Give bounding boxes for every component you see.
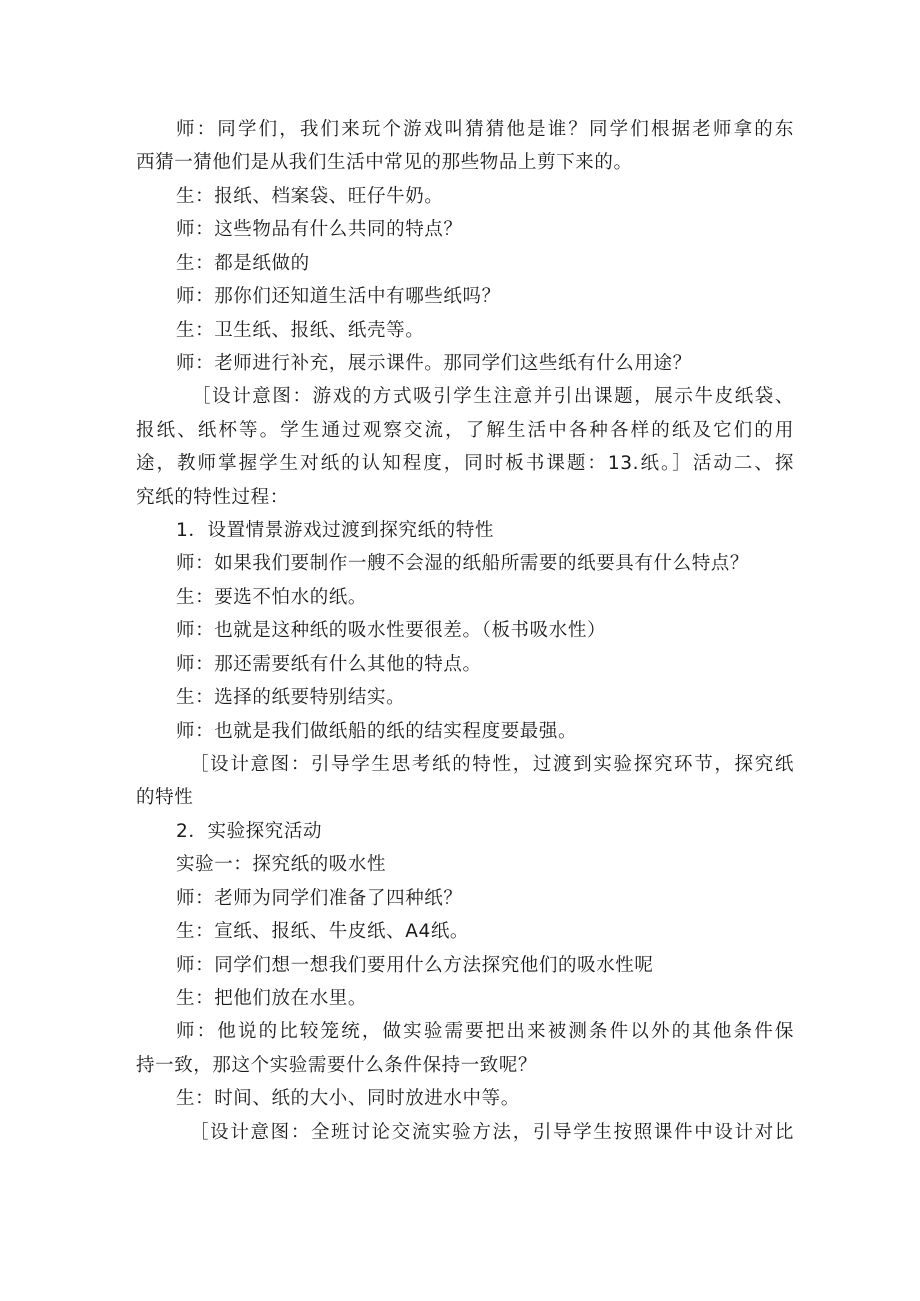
paragraph-line: 师：同学们，我们来玩个游戏叫猜猜他是谁？同学们根据老师拿的东: [176, 119, 794, 140]
dialogue-line: 师：那还需要纸有什么其他的特点。: [176, 654, 482, 675]
design-intent-line: ［设计意图：全班讨论交流实验方法，引导学生按照课件中设计对比: [190, 1122, 794, 1143]
design-intent-line: 途，教师掌握学生对纸的认知程度，同时板书课题：13.纸。］活动二、探: [136, 453, 794, 474]
dialogue-line: 师：同学们想一想我们要用什么方法探究他们的吸水性呢: [176, 955, 654, 976]
dialogue-line: 生：卫生纸、报纸、纸壳等。: [176, 320, 425, 341]
dialogue-line: 生：选择的纸要特别结实。: [176, 687, 406, 708]
dialogue-line: 师：老师为同学们准备了四种纸？: [176, 888, 463, 909]
dialogue-line: 生：把他们放在水里。: [176, 988, 368, 1009]
dialogue-line: 师：那你们还知道生活中有哪些纸吗？: [176, 286, 501, 307]
dialogue-line: 师：也就是这种纸的吸水性要很差。（板书吸水性）: [176, 620, 607, 641]
design-intent-line: ［设计意图：引导学生思考纸的特性，过渡到实验探究环节，探究纸: [190, 754, 794, 775]
design-intent-line: 究纸的特性过程：: [136, 487, 289, 508]
experiment-heading: 实验一：探究纸的吸水性: [176, 854, 387, 875]
dialogue-line: 师：老师进行补充，展示课件。那同学们这些纸有什么用途？: [176, 353, 692, 374]
dialogue-line: 生：时间、纸的大小、同时放进水中等。: [176, 1088, 520, 1109]
dialogue-line: 生：要选不怕水的纸。: [176, 587, 368, 608]
dialogue-line: 生：都是纸做的: [176, 253, 310, 274]
dialogue-line: 师：这些物品有什么共同的特点？: [176, 219, 463, 240]
section-heading: 2．实验探究活动: [176, 821, 323, 842]
dialogue-line: 持一致，那这个实验需要什么条件保持一致呢？: [136, 1055, 538, 1076]
design-intent-line: 的特性: [136, 787, 194, 808]
paragraph-line: 西猜一猜他们是从我们生活中常见的那些物品上剪下来的。: [136, 152, 633, 173]
dialogue-line: 师：他说的比较笼统，做实验需要把出来被测条件以外的其他条件保: [176, 1021, 794, 1042]
section-heading: 1．设置情景游戏过渡到探究纸的特性: [176, 520, 494, 541]
dialogue-line: 生：报纸、档案袋、旺仔牛奶。: [176, 186, 444, 207]
dialogue-line: 师：也就是我们做纸船的纸的结实程度要最强。: [176, 721, 578, 742]
design-intent-line: 报纸、纸杯等。学生通过观察交流，了解生活中各种各样的纸及它们的用: [136, 420, 794, 441]
dialogue-line: 生：宣纸、报纸、牛皮纸、A4纸。: [176, 921, 470, 942]
design-intent-line: ［设计意图：游戏的方式吸引学生注意并引出课题，展示牛皮纸袋、: [192, 386, 794, 407]
dialogue-line: 师：如果我们要制作一艘不会湿的纸船所需要的纸要具有什么特点？: [176, 553, 750, 574]
